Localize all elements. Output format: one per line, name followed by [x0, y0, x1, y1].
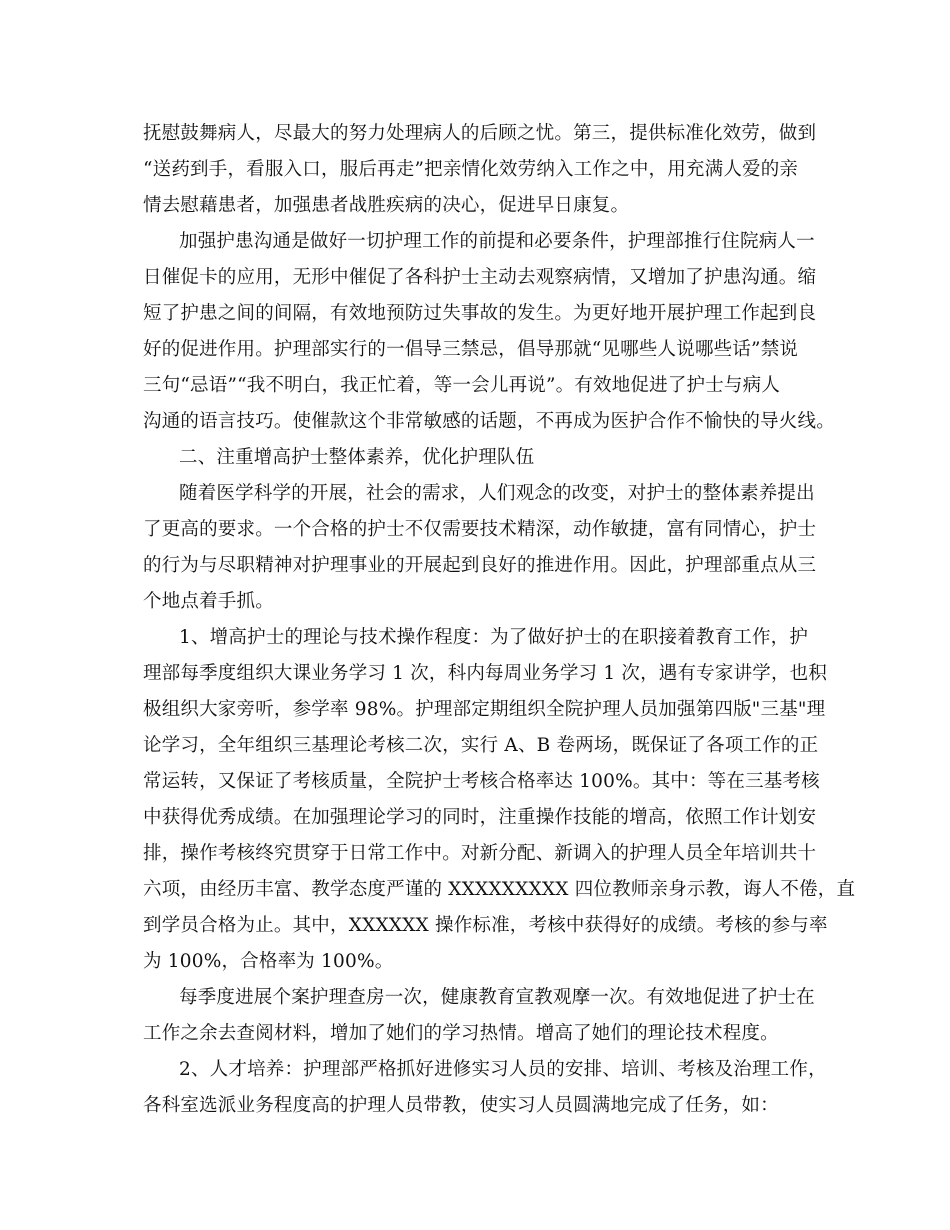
text-line: 各科室选派业务程度高的护理人员带教，使实习人员圆满地完成了任务，如： — [143, 1095, 779, 1116]
text-line: 中获得优秀成绩。在加强理论学习的同时，注重操作技能的增高，依照工作计划安 — [143, 807, 817, 828]
text-line: 常运转，又保证了考核质量，全院护士考核合格率达 100%。其中：等在三基考核 — [143, 771, 820, 792]
paragraph-4 — [143, 620, 856, 980]
text-line: 个地点着手抓。 — [143, 591, 274, 612]
paragraph-1 — [143, 116, 823, 224]
section-heading-text: 二、注重增高护士整体素养，优化护理队伍 — [179, 447, 535, 468]
text-line: 抚慰鼓舞病人，尽最大的努力处理病人的后顾之忧。第三，提供标准化效劳，做到 — [143, 123, 817, 144]
text-line: 的行为与尽职精神对护理事业的开展起到良好的推进作用。因此，护理部重点从三 — [143, 555, 817, 576]
text-line: 短了护患之间的间隔，有效地预防过失事故的发生。为更好地开展护理工作起到良 — [143, 303, 817, 324]
text-line: 随着医学科学的开展，社会的需求，人们观念的改变，对护士的整体素养提出 — [179, 483, 815, 504]
section-heading — [143, 440, 823, 476]
text-line: 理部每季度组织大课业务学习 1 次，科内每周业务学习 1 次，遇有专家讲学，也积 — [143, 663, 828, 684]
text-line: 三句“忌语”“我不明白，我正忙着，等一会儿再说”。有效地促进了护士与病人 — [143, 375, 781, 396]
text-line: 工作之余去查阅材料，增加了她们的学习热情。增高了她们的理论技术程度。 — [143, 1023, 779, 1044]
text-line: 到学员合格为止。其中，XXXXXX 操作标准，考核中获得好的成绩。考核的参与率 — [143, 915, 828, 936]
text-line: 排，操作考核终究贯穿于日常工作中。对新分配、新调入的护理人员全年培训共十 — [143, 843, 817, 864]
text-line: “送药到手，看服入口，服后再走”把亲情化效劳纳入工作之中，用充满人爱的亲 — [143, 159, 799, 180]
paragraph-3 — [143, 476, 823, 620]
text-line: 加强护患沟通是做好一切护理工作的前提和必要条件，护理部推行住院病人一 — [179, 231, 815, 252]
paragraph-2 — [143, 224, 835, 440]
text-line: 六项，由经历丰富、教学态度严谨的 XXXXXXXXX 四位教师亲身示教，诲人不倦，直 — [143, 879, 856, 900]
document-body — [143, 116, 856, 1124]
text-line: 论学习，全年组织三基理论考核二次，实行 A、B 卷两场，既保证了各项工作的正 — [143, 735, 819, 756]
text-line: 情去慰藉患者，加强患者战胜疾病的决心，促进早日康复。 — [143, 195, 630, 216]
text-line: 1、增高护士的理论与技术操作程度：为了做好护士的在职接着教育工作，护 — [179, 627, 809, 648]
text-line: 了更高的要求。一个合格的护士不仅需要技术精深，动作敏捷，富有同情心，护士 — [143, 519, 817, 540]
text-line: 好的促进作用。护理部实行的一倡导三禁忌，倡导那就“见哪些人说哪些话”禁说 — [143, 339, 799, 360]
text-line: 每季度进展个案护理查房一次，健康教育宣教观摩一次。有效地促进了护士在 — [179, 987, 815, 1008]
text-line: 日催促卡的应用，无形中催促了各科护士主动去观察病情，又增加了护患沟通。缩 — [143, 267, 817, 288]
text-line: 为 100%，合格率为 100%。 — [143, 951, 394, 972]
text-line: 2、人才培养：护理部严格抓好进修实习人员的安排、培训、考核及治理工作， — [179, 1059, 827, 1080]
text-line: 极组织大家旁听，参学率 98%。护理部定期组织全院护理人员加强第四版"三基"理 — [143, 699, 826, 720]
paragraph-6 — [143, 1052, 827, 1124]
paragraph-5 — [143, 980, 823, 1052]
text-line: 沟通的语言技巧。使催款这个非常敏感的话题，不再成为医护合作不愉快的导火线。 — [143, 411, 835, 432]
